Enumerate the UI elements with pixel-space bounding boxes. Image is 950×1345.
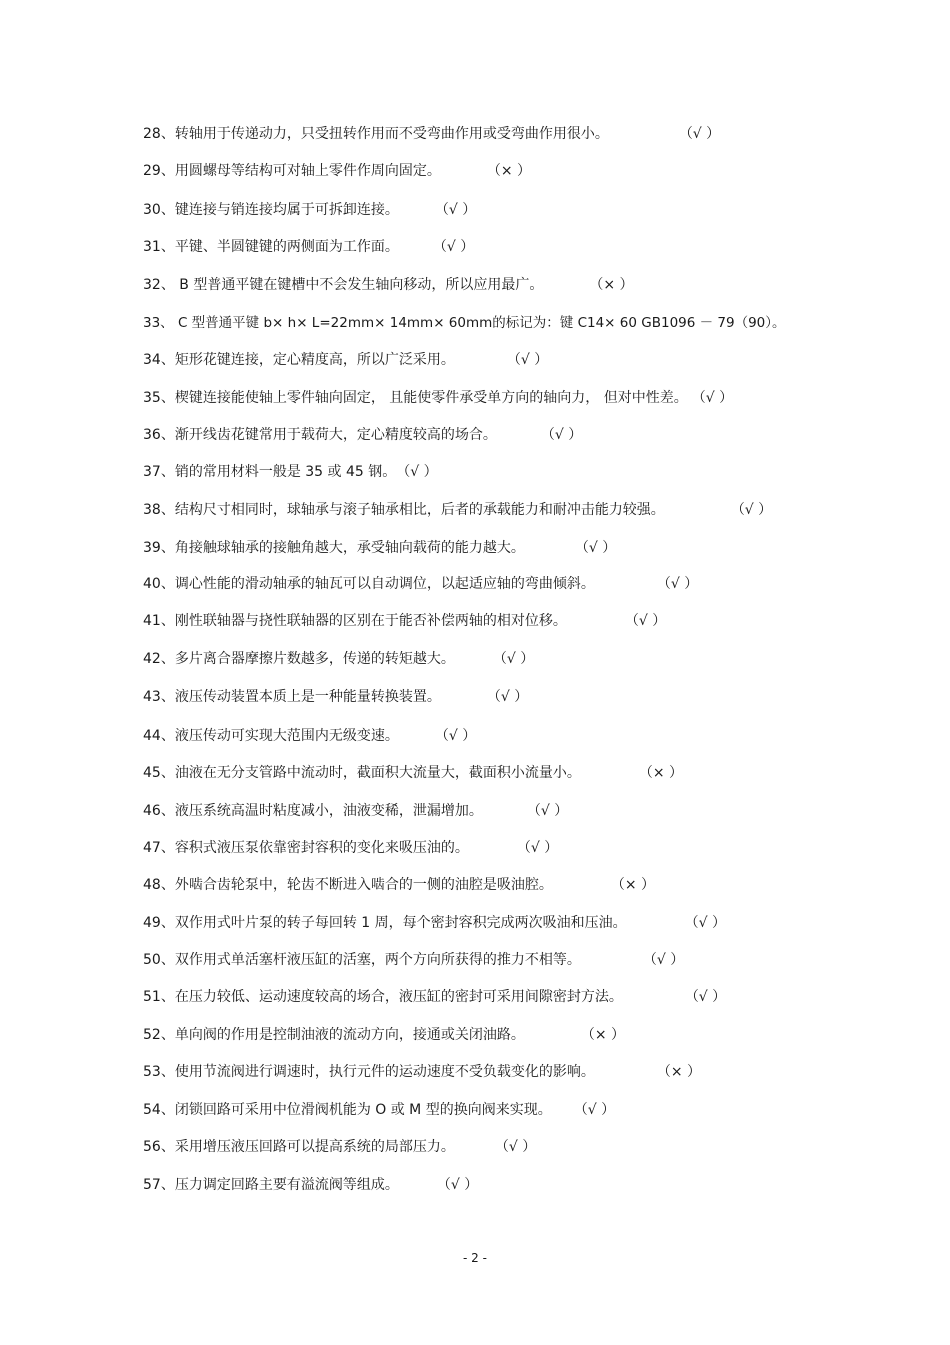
question-52 — [143, 1025, 625, 1045]
question-text: 38、结构尺寸相同时，球轴承与滚子轴承相比，后者的承载能力和耐冲击能力较强。 — [143, 502, 665, 518]
question-44 — [143, 726, 476, 746]
answer-mark: （√ ） — [691, 390, 734, 406]
answer-mark: （√ ） — [434, 728, 477, 744]
question-text: 33、 C 型普通平键 b× h× L=22mm× 14mm× 60mm的标记为：键 C14× 60 GB1096 － 79（90）。 — [143, 315, 786, 331]
answer-mark: （√ ） — [540, 427, 583, 443]
question-text: 45、油液在无分支管路中流动时，截面积大流量大，截面积小流量小。 — [143, 765, 581, 781]
question-text: 29、用圆螺母等结构可对轴上零件作周向固定。 — [143, 163, 441, 179]
answer-mark: （√ ） — [574, 540, 617, 556]
answer-mark: （√ ） — [432, 239, 475, 255]
answer-mark: （× ） — [486, 163, 532, 179]
question-33 — [143, 313, 786, 333]
answer-mark: （√ ） — [492, 651, 535, 667]
question-45 — [143, 763, 683, 783]
question-49 — [143, 913, 726, 933]
question-30 — [143, 200, 476, 220]
answer-mark: （√ ） — [624, 613, 667, 629]
question-54 — [143, 1100, 615, 1120]
question-text: 48、外啮合齿轮泵中，轮齿不断进入啮合的一侧的油腔是吸油腔。 — [143, 877, 553, 893]
question-38 — [143, 500, 772, 520]
question-text: 40、调心性能的滑动轴承的轴瓦可以自动调位，以起适应轴的弯曲倾斜。 — [143, 576, 595, 592]
answer-mark: （√ ） — [684, 915, 726, 931]
answer-mark: （× ） — [656, 1064, 702, 1080]
question-text: 28、转轴用于传递动力，只受扭转作用而不受弯曲作用或受弯曲作用很小。 — [143, 126, 609, 142]
question-text: 50、双作用式单活塞杆液压缸的活塞，两个方向所获得的推力不相等。 — [143, 952, 581, 968]
question-51 — [143, 987, 726, 1007]
question-text: 54、闭锁回路可采用中位滑阀机能为 O 或 M 型的换向阀来实现。 — [143, 1102, 552, 1118]
question-text: 31、平键、半圆键键的两侧面为工作面。 — [143, 239, 399, 255]
question-text: 39、角接触球轴承的接触角越大，承受轴向载荷的能力越大。 — [143, 540, 525, 556]
question-41 — [143, 611, 666, 631]
question-text: 53、使用节流阀进行调速时，执行元件的运动速度不受负载变化的影响。 — [143, 1064, 595, 1080]
answer-mark: （√ ） — [396, 464, 438, 480]
question-text: 35、楔键连接能使轴上零件轴向固定， 且能使零件承受单方向的轴向力， 但对中性差。 — [143, 390, 688, 406]
question-57 — [143, 1175, 478, 1195]
answer-mark: （√ ） — [494, 1139, 537, 1155]
question-31 — [143, 237, 474, 257]
question-39 — [143, 538, 616, 558]
question-text: 30、键连接与销连接均属于可拆卸连接。 — [143, 202, 399, 218]
answer-mark: （× ） — [610, 877, 656, 893]
question-47 — [143, 838, 558, 858]
answer-mark: （√ ） — [516, 840, 559, 856]
answer-mark: （× ） — [589, 277, 634, 293]
question-37 — [143, 462, 438, 482]
answer-mark: （√ ） — [642, 952, 685, 968]
question-53 — [143, 1062, 701, 1082]
question-35 — [143, 388, 733, 408]
answer-mark: （√ ） — [730, 502, 773, 518]
question-text: 34、矩形花键连接，定心精度高，所以广泛采用。 — [143, 352, 455, 368]
page-number: - 2 - — [463, 1251, 487, 1265]
answer-mark: （√ ） — [434, 202, 477, 218]
answer-mark: （√ ） — [506, 352, 549, 368]
question-text: 36、渐开线齿花键常用于载荷大，定心精度较高的场合。 — [143, 427, 497, 443]
question-50 — [143, 950, 684, 970]
question-46 — [143, 801, 568, 821]
question-text: 47、容积式液压泵依靠密封容积的变化来吸压油的。 — [143, 840, 469, 856]
answer-mark: （× ） — [638, 765, 684, 781]
question-text: 56、采用增压液压回路可以提高系统的局部压力。 — [143, 1139, 455, 1155]
answer-mark: （× ） — [580, 1027, 626, 1043]
question-text: 52、单向阀的作用是控制油液的流动方向，接通或关闭油路。 — [143, 1027, 525, 1043]
answer-mark: （√ ） — [526, 803, 569, 819]
answer-mark: （√ ） — [436, 1177, 479, 1193]
question-28 — [143, 124, 720, 144]
question-34 — [143, 350, 548, 370]
answer-mark: （√ ） — [656, 576, 699, 592]
question-text: 44、液压传动可实现大范围内无级变速。 — [143, 728, 399, 744]
question-text: 43、液压传动装置本质上是一种能量转换装置。 — [143, 689, 441, 705]
question-32 — [143, 275, 634, 295]
question-text: 42、多片离合器摩擦片数越多，传递的转矩越大。 — [143, 651, 455, 667]
question-text: 46、液压系统高温时粘度减小，油液变稀，泄漏增加。 — [143, 803, 483, 819]
answer-mark: （√ ） — [678, 126, 721, 142]
question-text: 51、在压力较低、运动速度较高的场合，液压缸的密封可采用间隙密封方法。 — [143, 989, 623, 1005]
question-48 — [143, 875, 655, 895]
question-text: 49、双作用式叶片泵的转子每回转 1 周，每个密封容积完成两次吸油和压油。 — [143, 915, 627, 931]
question-text: 32、 B 型普通平键在键槽中不会发生轴向移动，所以应用最广。 — [143, 277, 544, 293]
question-40 — [143, 574, 698, 594]
question-29 — [143, 161, 531, 181]
answer-mark: （√ ） — [684, 989, 727, 1005]
question-text: 57、压力调定回路主要有溢流阀等组成。 — [143, 1177, 399, 1193]
question-43 — [143, 687, 528, 707]
question-36 — [143, 425, 582, 445]
question-56 — [143, 1137, 536, 1157]
answer-mark: （√ ） — [573, 1102, 616, 1118]
question-text: 37、销的常用材料一般是 35 或 45 钢。 — [143, 464, 397, 480]
question-42 — [143, 649, 534, 669]
question-text: 41、刚性联轴器与挠性联轴器的区别在于能否补偿两轴的相对位移。 — [143, 613, 567, 629]
answer-mark: （√ ） — [486, 689, 529, 705]
